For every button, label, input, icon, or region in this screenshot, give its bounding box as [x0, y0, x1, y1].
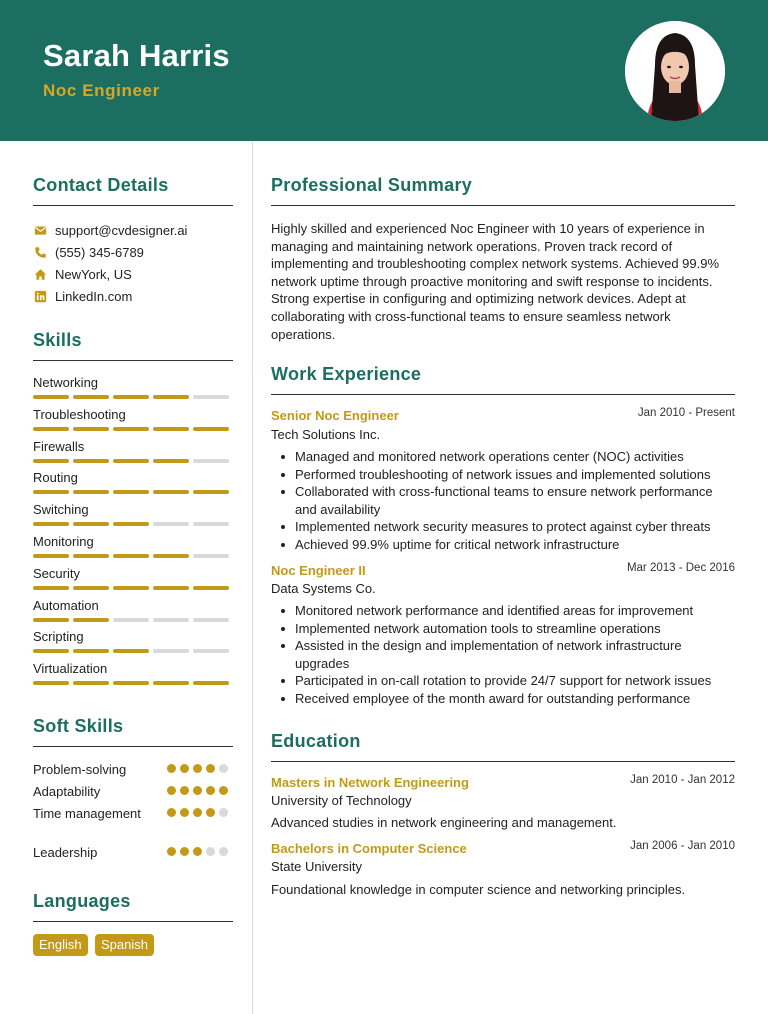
skill-level-segment: [33, 586, 69, 590]
section-rule: [33, 746, 233, 747]
rating-dot: [219, 847, 228, 856]
rating-dot: [193, 847, 202, 856]
skill-level-bar: [33, 554, 233, 558]
rating-dot: [193, 764, 202, 773]
candidate-name: Sarah Harris: [43, 38, 230, 73]
job-2-company: Data Systems Co.: [271, 581, 376, 596]
skill-level-segment: [73, 427, 109, 431]
language-tag: English: [33, 934, 88, 956]
skill-level-segment: [153, 427, 189, 431]
skill-level-segment: [113, 522, 149, 526]
rating-dot: [219, 786, 228, 795]
skill-level-segment: [33, 522, 69, 526]
skill-level-segment: [113, 649, 149, 653]
skill-level-segment: [153, 649, 189, 653]
soft-skill-item: [33, 761, 233, 778]
skill-level-bar: [33, 395, 233, 399]
edu-1-dates: Jan 2010 - Jan 2012: [630, 774, 735, 786]
languages-section: [33, 891, 233, 922]
experience-heading: Work Experience: [271, 364, 422, 384]
rating-dot: [193, 786, 202, 795]
soft-skill-rating: [167, 764, 228, 773]
rating-dot: [219, 764, 228, 773]
soft-skill-item: [33, 805, 233, 822]
soft-skill-name: Problem-solving: [33, 762, 127, 777]
rating-dot: [167, 786, 176, 795]
skill-level-segment: [73, 459, 109, 463]
skill-level-segment: [193, 427, 229, 431]
skill-item: [33, 629, 233, 653]
soft-skill-item: [33, 844, 233, 861]
skill-level-segment: [153, 618, 189, 622]
contact-linkedin-text: LinkedIn.com: [55, 288, 133, 304]
list-item: Received employee of the month award for outstanding performance: [271, 690, 735, 708]
section-rule: [271, 761, 735, 762]
skill-level-segment: [113, 427, 149, 431]
skill-item: [33, 566, 233, 590]
soft-skill-name: Time management: [33, 806, 141, 821]
skill-level-bar: [33, 522, 233, 526]
portrait-icon: [625, 21, 725, 121]
skill-level-segment: [153, 490, 189, 494]
skill-level-segment: [113, 395, 149, 399]
contact-email-text: support@cvdesigner.ai: [55, 222, 188, 238]
skills-heading: Skills: [33, 330, 82, 350]
summary-heading: Professional Summary: [271, 175, 473, 195]
skill-level-segment: [153, 522, 189, 526]
edu-1-degree: Masters in Network Engineering: [271, 775, 469, 790]
skill-item: [33, 502, 233, 526]
envelope-icon: [33, 223, 47, 237]
skill-level-bar: [33, 618, 233, 622]
skill-level-bar: [33, 681, 233, 685]
list-item: Performed troubleshooting of network issues and implemented solutions: [271, 466, 735, 484]
soft-skills-heading: Soft Skills: [33, 716, 124, 736]
rating-dot: [167, 847, 176, 856]
rating-dot: [206, 808, 215, 817]
skill-item: [33, 534, 233, 558]
resume-header: [0, 0, 768, 141]
job-2-title: Noc Engineer II: [271, 563, 366, 578]
skill-level-segment: [193, 395, 229, 399]
profile-photo: [625, 21, 725, 121]
skill-level-segment: [33, 459, 69, 463]
skill-level-segment: [73, 618, 109, 622]
skill-level-segment: [33, 681, 69, 685]
edu-1-description: Advanced studies in network engineering and management.: [271, 815, 617, 830]
soft-skill-rating: [167, 808, 228, 817]
skill-name: Monitoring: [33, 534, 94, 549]
contact-email[interactable]: [33, 221, 187, 239]
skill-name: Switching: [33, 502, 89, 518]
skill-level-segment: [73, 681, 109, 685]
rating-dot: [167, 764, 176, 773]
soft-skill-item: [33, 783, 233, 800]
summary-section: [271, 175, 735, 206]
edu-2-degree: Bachelors in Computer Science: [271, 841, 467, 856]
skill-level-segment: [33, 554, 69, 558]
education-section: [271, 731, 735, 762]
skill-level-segment: [73, 554, 109, 558]
skill-level-segment: [33, 618, 69, 622]
skill-level-segment: [73, 395, 109, 399]
job-1-title: Senior Noc Engineer: [271, 408, 399, 423]
skill-level-segment: [153, 395, 189, 399]
skill-level-segment: [113, 618, 149, 622]
skill-level-segment: [193, 459, 229, 463]
section-rule: [33, 921, 233, 922]
list-item: Assisted in the design and implementation of network infrastructure upgrades: [271, 637, 735, 672]
contact-linkedin[interactable]: [33, 287, 132, 305]
section-rule: [33, 360, 233, 361]
section-rule: [271, 394, 735, 395]
phone-icon: [33, 245, 47, 259]
languages-list: [33, 934, 233, 956]
list-item: Collaborated with cross-functional teams to ensure network performance and availability: [271, 483, 735, 518]
contact-heading: Contact Details: [33, 175, 169, 195]
skill-level-segment: [113, 490, 149, 494]
summary-text: Highly skilled and experienced Noc Engineer with 10 years of experience in managing and maintaining network operations. Proven track record of implementing and troubleshooting complex network systems. Achieved 99.9% network uptime through proactive monitoring and swift response to incidents. Strong expertise in configuring and optimizing network devices. Adept at collaborating with cross-functional teams to ensure seamless network operations.: [271, 221, 720, 342]
skill-level-segment: [193, 649, 229, 653]
job-title: Noc Engineer: [43, 81, 160, 100]
soft-skill-rating: [167, 847, 228, 856]
skill-item: [33, 439, 233, 463]
skill-level-segment: [73, 649, 109, 653]
list-item: Monitored network performance and identified areas for improvement: [271, 602, 735, 620]
skill-level-segment: [33, 490, 69, 494]
skill-name: Networking: [33, 375, 99, 390]
edu-2-dates: Jan 2006 - Jan 2010: [630, 840, 735, 852]
list-item: Achieved 99.9% uptime for critical network infrastructure: [271, 536, 735, 554]
skill-level-segment: [113, 554, 149, 558]
skill-level-segment: [73, 522, 109, 526]
skill-level-segment: [153, 681, 189, 685]
rating-dot: [206, 786, 215, 795]
skill-level-segment: [33, 649, 69, 653]
skill-level-segment: [73, 490, 109, 494]
contact-phone-text: (555) 345-6789: [55, 244, 144, 260]
job-1-dates: Jan 2010 - Present: [637, 407, 735, 419]
skill-item: [33, 661, 233, 685]
rating-dot: [180, 764, 189, 773]
skill-level-segment: [193, 522, 229, 526]
skill-level-segment: [113, 459, 149, 463]
edu-1-school: University of Technology: [271, 793, 412, 808]
skill-level-bar: [33, 586, 233, 590]
skill-level-segment: [73, 586, 109, 590]
soft-skill-name: Leadership: [33, 845, 98, 860]
skill-level-segment: [193, 618, 229, 622]
skill-level-segment: [193, 681, 229, 685]
language-tag: Spanish: [95, 934, 154, 956]
rating-dot: [180, 847, 189, 856]
job-1-company: Tech Solutions Inc.: [271, 427, 381, 442]
soft-skill-name: Adaptability: [33, 784, 101, 799]
skill-level-bar: [33, 427, 233, 431]
skill-name: Firewalls: [33, 438, 85, 454]
skill-level-segment: [193, 554, 229, 558]
languages-heading: Languages: [33, 891, 131, 911]
skill-level-segment: [153, 554, 189, 558]
skill-level-segment: [33, 395, 69, 399]
skill-level-segment: [193, 490, 229, 494]
skill-level-segment: [113, 586, 149, 590]
soft-skill-rating: [167, 786, 228, 795]
soft-skills-section: [33, 716, 233, 747]
skill-name: Security: [33, 565, 80, 581]
job-1-bullets: [271, 448, 735, 553]
edu-2-description: Foundational knowledge in computer science and networking principles.: [271, 882, 686, 897]
list-item: Implemented network automation tools to streamline operations: [271, 620, 735, 638]
edu-2-school: State University: [271, 859, 363, 874]
contact-phone[interactable]: [33, 243, 144, 261]
rating-dot: [219, 808, 228, 817]
skill-name: Automation: [33, 597, 99, 613]
skill-item: [33, 470, 233, 494]
rating-dot: [193, 808, 202, 817]
skill-level-segment: [113, 681, 149, 685]
skill-item: [33, 375, 233, 399]
experience-section: [271, 364, 735, 395]
skill-level-bar: [33, 459, 233, 463]
linkedin-icon: [33, 289, 47, 303]
rating-dot: [180, 808, 189, 817]
skill-level-bar: [33, 649, 233, 653]
education-heading: Education: [271, 731, 361, 751]
skill-item: [33, 598, 233, 622]
skill-name: Virtualization: [33, 661, 108, 677]
skill-item: [33, 407, 233, 431]
skill-level-bar: [33, 490, 233, 494]
contact-section: [33, 175, 233, 206]
rating-dot: [180, 786, 189, 795]
column-divider: [252, 141, 253, 1014]
job-2-dates: Mar 2013 - Dec 2016: [626, 562, 735, 574]
contact-location-text: NewYork, US: [55, 266, 132, 282]
skill-level-segment: [193, 586, 229, 590]
skill-level-segment: [33, 427, 69, 431]
skill-name: Scripting: [33, 629, 84, 645]
skill-level-segment: [153, 459, 189, 463]
rating-dot: [167, 808, 176, 817]
rating-dot: [206, 764, 215, 773]
job-2-bullets: [271, 602, 735, 707]
section-rule: [271, 205, 735, 206]
list-item: Managed and monitored network operations center (NOC) activities: [271, 448, 735, 466]
skill-level-segment: [153, 586, 189, 590]
list-item: Implemented network security measures to protect against cyber threats: [271, 518, 735, 536]
rating-dot: [206, 847, 215, 856]
skill-name: Routing: [33, 470, 78, 486]
home-icon: [33, 267, 47, 281]
contact-location: [33, 265, 132, 283]
skills-section: [33, 330, 233, 361]
list-item: Participated in on-call rotation to provide 24/7 support for network issues: [271, 672, 735, 690]
skill-name: Troubleshooting: [33, 406, 126, 422]
section-rule: [33, 205, 233, 206]
